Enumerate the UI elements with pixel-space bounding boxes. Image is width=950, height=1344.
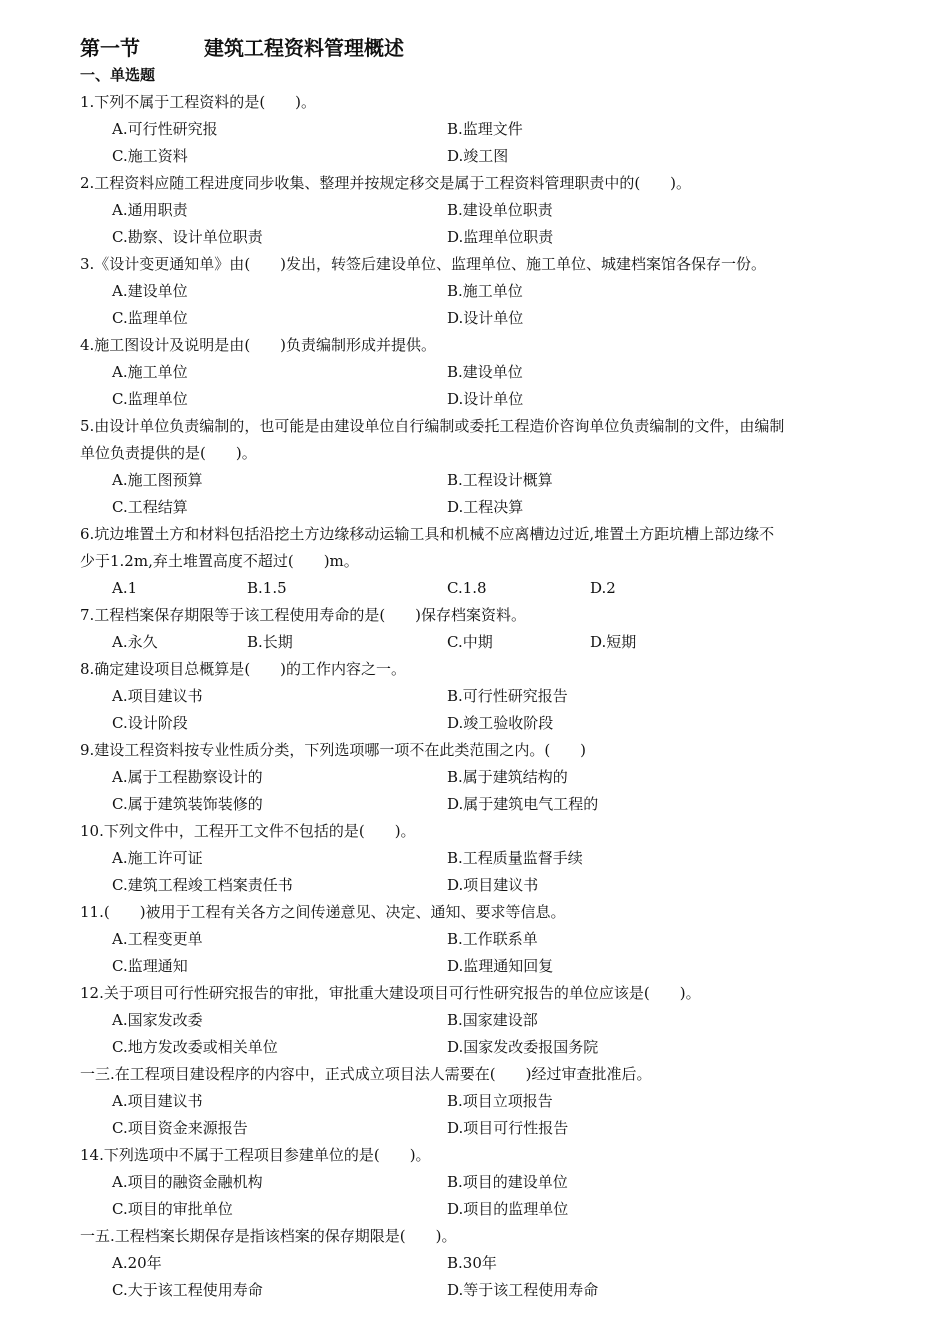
option-a: A.项目的融资金融机构 — [112, 1173, 263, 1191]
question-stem: 4.施工图设计及说明是由( )负责编制形成并提供。 — [80, 336, 437, 354]
option-a: A.1 — [112, 579, 138, 597]
option-b: B.工程设计概算 — [447, 471, 553, 489]
document-page — [80, 30, 880, 1304]
option-c: C.中期 — [447, 633, 493, 651]
option-row — [80, 953, 880, 980]
option-row — [80, 197, 880, 224]
option-b: B.项目的建设单位 — [447, 1173, 568, 1191]
question-stem: 10.下列文件中，工程开工文件不包括的是( )。 — [80, 822, 416, 840]
option-row — [80, 1196, 880, 1223]
option-d: D.2 — [590, 579, 616, 597]
option-b: B.项目立项报告 — [447, 1092, 553, 1110]
option-c: C.勘察、设计单位职责 — [112, 228, 263, 246]
option-c: C.属于建筑装饰装修的 — [112, 795, 263, 813]
question-type-heading: 一、单选题 — [80, 66, 156, 84]
question-stem-continued: 少于1.2m,弃土堆置高度不超过( )m。 — [80, 552, 359, 570]
option-d: D.竣工验收阶段 — [447, 714, 554, 732]
option-row — [80, 494, 880, 521]
question-stem: 12.关于项目可行性研究报告的审批，审批重大建设项目可行性研究报告的单位应该是( )。 — [80, 984, 701, 1002]
section-heading — [80, 30, 880, 62]
option-b: B.长期 — [247, 633, 293, 651]
option-row — [80, 1277, 880, 1304]
question-stem: 3.《设计变更通知单》由( )发出，转签后建设单位、监理单位、施工单位、城建档案馆各保存一份。 — [80, 255, 767, 273]
option-d: D.监理通知回复 — [447, 957, 554, 975]
option-a: A.国家发改委 — [112, 1011, 203, 1029]
option-row — [80, 683, 880, 710]
question-stem: 9.建设工程资料按专业性质分类，下列选项哪一项不在此类范围之内。( ) — [80, 741, 587, 759]
question-stem: 一三.在工程项目建设程序的内容中，正式成立项目法人需要在( )经过审查批准后。 — [80, 1065, 652, 1083]
option-row — [80, 305, 880, 332]
option-row — [80, 710, 880, 737]
option-a: A.20年 — [112, 1254, 162, 1272]
option-a: A.永久 — [112, 633, 158, 651]
option-row — [80, 1250, 880, 1277]
option-d: D.项目的监理单位 — [447, 1200, 569, 1218]
option-d: D.等于该工程使用寿命 — [447, 1281, 599, 1299]
option-d: D.短期 — [590, 633, 637, 651]
question-stem: 2.工程资料应随工程进度同步收集、整理并按规定移交是属于工程资料管理职责中的( )。 — [80, 174, 692, 192]
option-b: B.属于建筑结构的 — [447, 768, 568, 786]
question-stem-continued: 单位负责提供的是( )。 — [80, 444, 257, 462]
option-row — [80, 764, 880, 791]
option-row — [80, 359, 880, 386]
option-b: B.建设单位职责 — [447, 201, 553, 219]
option-c: C.工程结算 — [112, 498, 188, 516]
option-c: C.项目的审批单位 — [112, 1200, 233, 1218]
option-a: A.通用职责 — [112, 201, 188, 219]
option-d: D.设计单位 — [447, 309, 524, 327]
option-c: C.建筑工程竣工档案责任书 — [112, 876, 293, 894]
option-a: A.可行性研究报 — [112, 120, 218, 138]
option-c: C.地方发改委或相关单位 — [112, 1038, 278, 1056]
option-a: A.施工图预算 — [112, 471, 203, 489]
question-stem: 一五.工程档案长期保存是指该档案的保存期限是( )。 — [80, 1227, 457, 1245]
option-c: C.监理单位 — [112, 309, 188, 327]
option-row — [80, 872, 880, 899]
option-row — [80, 116, 880, 143]
option-c: C.大于该工程使用寿命 — [112, 1281, 263, 1299]
question-stem: 1.下列不属于工程资料的是( )。 — [80, 93, 317, 111]
option-b: B.监理文件 — [447, 120, 523, 138]
option-a: A.施工单位 — [112, 363, 188, 381]
option-row — [80, 386, 880, 413]
option-c: C.监理通知 — [112, 957, 188, 975]
section-number: 第一节 — [80, 35, 140, 60]
option-row — [80, 629, 880, 656]
option-d: D.国家发改委报国务院 — [447, 1038, 599, 1056]
question-stem: 8.确定建设项目总概算是( )的工作内容之一。 — [80, 660, 407, 678]
option-d: D.项目建议书 — [447, 876, 539, 894]
option-row — [80, 791, 880, 818]
option-a: A.项目建议书 — [112, 1092, 203, 1110]
option-row — [80, 143, 880, 170]
option-row — [80, 575, 880, 602]
option-a: A.施工许可证 — [112, 849, 203, 867]
option-row — [80, 467, 880, 494]
option-a: A.属于工程勘察设计的 — [112, 768, 263, 786]
option-row — [80, 1088, 880, 1115]
option-row — [80, 1115, 880, 1142]
option-b: B.1.5 — [247, 579, 287, 597]
option-c: C.1.8 — [447, 579, 487, 597]
option-row — [80, 224, 880, 251]
option-row — [80, 278, 880, 305]
option-b: B.施工单位 — [447, 282, 523, 300]
option-c: C.施工资料 — [112, 147, 188, 165]
option-row — [80, 1034, 880, 1061]
option-c: C.设计阶段 — [112, 714, 188, 732]
option-d: D.属于建筑电气工程的 — [447, 795, 599, 813]
option-a: A.项目建议书 — [112, 687, 203, 705]
option-d: D.工程决算 — [447, 498, 524, 516]
option-b: B.建设单位 — [447, 363, 523, 381]
option-row — [80, 926, 880, 953]
option-row — [80, 1007, 880, 1034]
option-b: B.国家建设部 — [447, 1011, 538, 1029]
option-b: B.30年 — [447, 1254, 497, 1272]
option-a: A.工程变更单 — [112, 930, 203, 948]
question-stem: 5.由设计单位负责编制的，也可能是由建设单位自行编制或委托工程造价咨询单位负责编制的文件，由编制 — [80, 417, 785, 435]
option-row — [80, 1169, 880, 1196]
section-title: 建筑工程资料管理概述 — [204, 35, 404, 60]
option-d: D.竣工图 — [447, 147, 509, 165]
option-a: A.建设单位 — [112, 282, 188, 300]
option-c: C.监理单位 — [112, 390, 188, 408]
option-c: C.项目资金来源报告 — [112, 1119, 248, 1137]
question-stem: 6.坑边堆置土方和材料包括沿挖土方边缘移动运输工具和机械不应离槽边过近,堆置土方距坑槽上部边缘不 — [80, 525, 775, 543]
option-d: D.设计单位 — [447, 390, 524, 408]
question-stem: 7.工程档案保存期限等于该工程使用寿命的是( )保存档案资料。 — [80, 606, 527, 624]
question-stem: 11.( )被用于工程有关各方之间传递意见、决定、通知、要求等信息。 — [80, 903, 566, 921]
option-b: B.工程质量监督手续 — [447, 849, 583, 867]
option-row — [80, 845, 880, 872]
option-d: D.监理单位职责 — [447, 228, 554, 246]
option-b: B.工作联系单 — [447, 930, 538, 948]
question-stem: 14.下列选项中不属于工程项目参建单位的是( )。 — [80, 1146, 431, 1164]
option-b: B.可行性研究报告 — [447, 687, 568, 705]
option-d: D.项目可行性报告 — [447, 1119, 569, 1137]
